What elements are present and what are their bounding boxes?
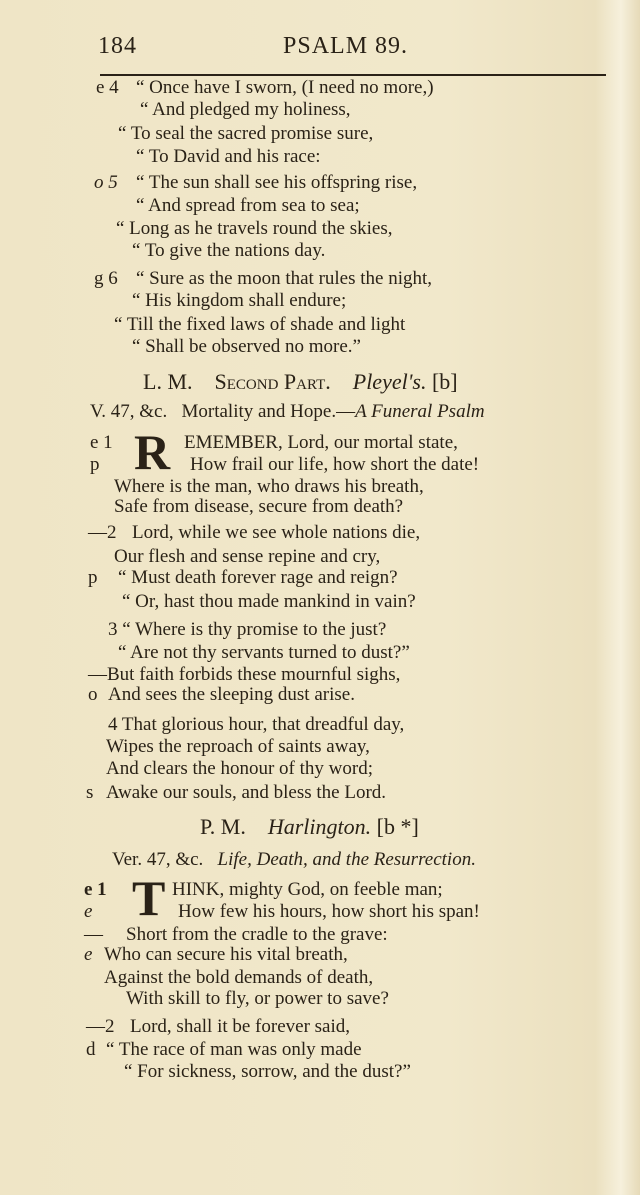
metre: P. M. — [200, 814, 246, 839]
verse-mark: o 5 — [94, 172, 118, 193]
verse-line: Our flesh and sense repine and cry, — [114, 546, 381, 567]
verse-line: And sees the sleeping dust arise. — [108, 684, 355, 705]
verse-line: “ Shall be observed no more.” — [132, 336, 361, 357]
verse-line: Lord, while we see whole nations die, — [132, 522, 421, 543]
tune-name: Harlington. — [267, 814, 372, 839]
verse-mark: e 1 — [84, 879, 107, 900]
tune-name: Pleyel's. — [352, 369, 427, 394]
drop-cap: T — [132, 870, 166, 926]
verse-line: Against the bold demands of death, — [104, 967, 374, 988]
header-rule — [100, 74, 606, 76]
verse-line: 3 “ Where is thy promise to the just? — [108, 619, 387, 640]
verse-line: “ The sun shall see his offspring rise, — [136, 172, 418, 193]
verse-line: Short from the cradle to the grave: — [126, 924, 388, 945]
key: [b] — [431, 369, 458, 394]
verse-line: Lord, shall it be forever said, — [130, 1016, 351, 1037]
metre: L. M. — [143, 369, 193, 394]
verse-line: HINK, mighty God, on feeble man; — [172, 879, 443, 900]
verse-line: 4 That glorious hour, that dreadful day, — [108, 714, 405, 735]
verse-mark: e 4 — [96, 77, 119, 98]
part-title: Second Part. — [214, 369, 331, 394]
verse-mark: p — [90, 454, 100, 475]
subject: Life, Death, and the Resurrection. — [217, 849, 476, 870]
verse-mark: d — [86, 1039, 96, 1060]
verse-mark: — — [84, 924, 103, 945]
verse-line: “ And spread from sea to sea; — [136, 195, 360, 216]
hymn-subtitle — [90, 401, 485, 423]
subject: Mortality and Hope.— — [181, 401, 356, 422]
hymn-heading — [143, 371, 458, 393]
verse-line: “ Till the fixed laws of shade and light — [114, 314, 406, 335]
verse-ref: V. 47, &c. — [90, 401, 168, 422]
verse-line: Where is the man, who draws his breath, — [114, 476, 424, 497]
verse-line: “ To give the nations day. — [132, 240, 326, 261]
subject-italic: A Funeral Psalm — [355, 401, 485, 422]
key: [b *] — [376, 814, 419, 839]
verse-line: EMEMBER, Lord, our mortal state, — [184, 432, 458, 453]
verse-line: How frail our life, how short the date! — [190, 454, 480, 475]
verse-mark: g 6 — [94, 268, 118, 289]
verse-line: “ Must death forever rage and reign? — [118, 567, 398, 588]
verse-line: “ Once have I sworn, (I need no more,) — [136, 77, 434, 98]
verse-mark: s — [86, 782, 94, 803]
verse-line: “ Are not thy servants turned to dust?” — [118, 642, 410, 663]
verse-mark: e — [84, 944, 93, 965]
verse-mark: e — [84, 901, 93, 922]
verse-line: “ To seal the sacred promise sure, — [118, 123, 374, 144]
verse-line: “ Or, hast thou made mankind in vain? — [122, 591, 416, 612]
verse-line: “ The race of man was only made — [106, 1039, 362, 1060]
verse-line: “ Long as he travels round the skies, — [116, 218, 393, 239]
verse-line: “ To David and his race: — [136, 146, 321, 167]
verse-line: How few his hours, how short his span! — [178, 901, 480, 922]
verse-line: “ Sure as the moon that rules the night, — [136, 268, 433, 289]
verse-mark: —2 — [88, 522, 117, 543]
drop-cap: R — [134, 424, 171, 480]
verse-line: Safe from disease, secure from death? — [114, 496, 404, 517]
verse-mark: o — [88, 684, 98, 705]
verse-line: Awake our souls, and bless the Lord. — [106, 782, 387, 803]
verse-line: “ His kingdom shall endure; — [132, 290, 347, 311]
hymn-heading — [200, 816, 419, 838]
verse-line: “ And pledged my holiness, — [140, 99, 351, 120]
verse-line: Wipes the reproach of saints away, — [106, 736, 370, 757]
verse-mark: e 1 — [90, 432, 113, 453]
verse-line: —But faith forbids these mournful sighs, — [88, 664, 401, 685]
verse-mark: —2 — [86, 1016, 115, 1037]
verse-line: “ For sickness, sorrow, and the dust?” — [124, 1061, 411, 1082]
running-title: PSALM 89. — [283, 33, 409, 59]
hymn-subtitle — [112, 849, 476, 871]
verse-line: Who can secure his vital breath, — [104, 944, 348, 965]
verse-mark: p — [88, 567, 98, 588]
verse-line: With skill to fly, or power to save? — [126, 988, 389, 1009]
page-number: 184 — [98, 33, 137, 59]
verse-line: And clears the honour of thy word; — [106, 758, 373, 779]
verse-ref: Ver. 47, &c. — [112, 849, 204, 870]
